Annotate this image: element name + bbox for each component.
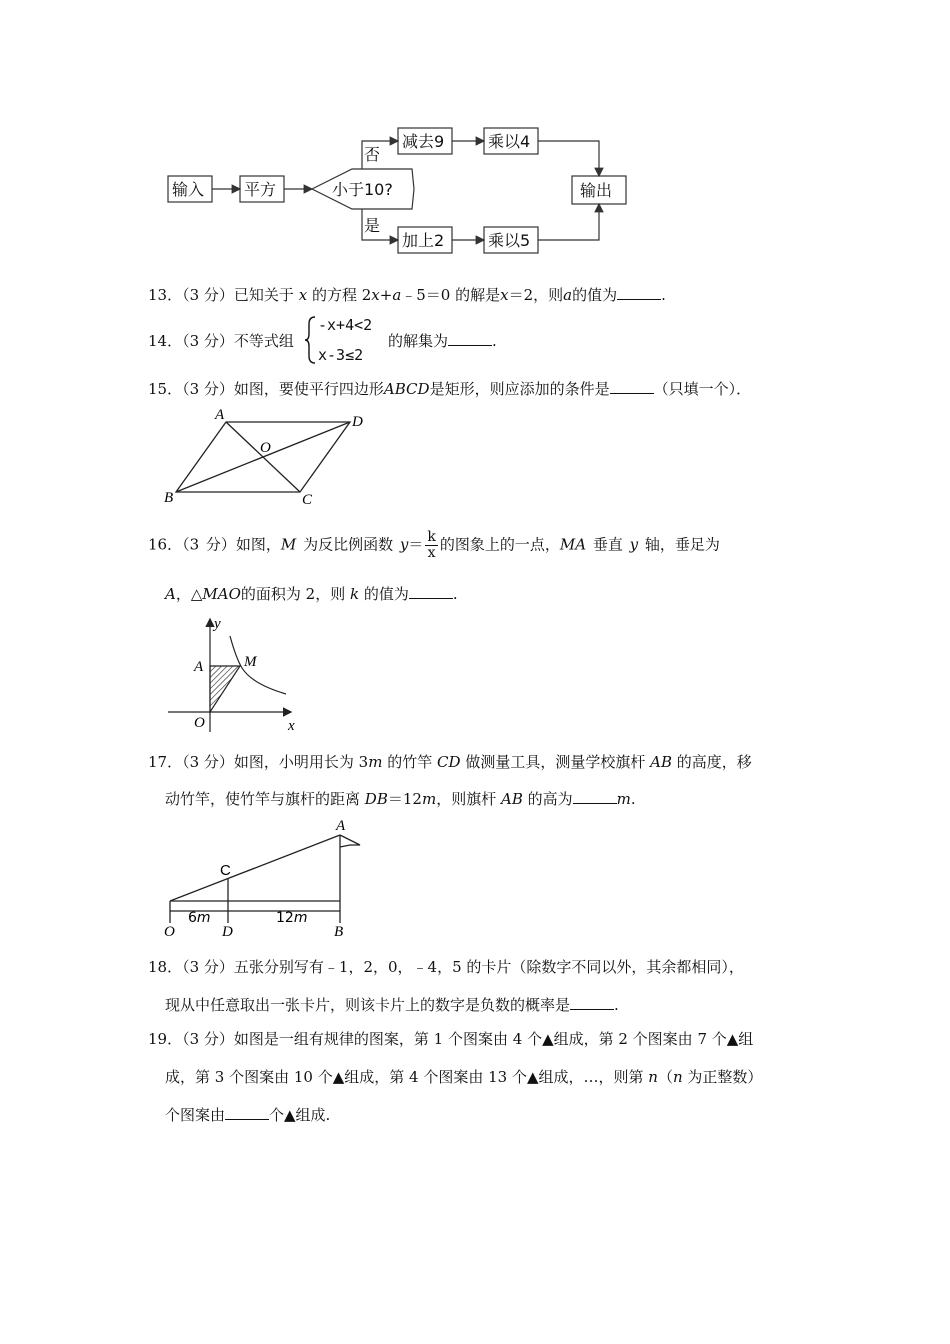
q16-fraction (425, 530, 437, 561)
q18-score: （3 分） (182, 958, 234, 976)
q19-line3b: 个▲组成. (269, 1106, 331, 1124)
q17-answer-blank[interactable] (573, 789, 617, 804)
q13-a2: a (563, 286, 573, 304)
q16-frac-den: x (427, 545, 436, 561)
flow-add2-text: 加上2 (402, 231, 445, 250)
q13-x2: x (371, 286, 380, 304)
q15-text-b: 是矩形，则应添加的条件是 (429, 380, 610, 398)
flow-yes-text: 是 (364, 216, 381, 235)
q16-text-a: 如图， (235, 535, 281, 554)
q16-label-m: M (244, 654, 257, 670)
q17-sight-line (170, 835, 340, 901)
q15-text-a: 如图，要使平行四边形 (233, 380, 384, 398)
q15-parallelogram-figure (160, 404, 380, 508)
q14-text-a: 不等式组 (233, 332, 294, 350)
q14-inequality-2: x-3≤2 (318, 346, 364, 364)
question-16-line-1 (148, 530, 720, 561)
q17-m1: m (368, 753, 383, 771)
q17-label-b: B (334, 924, 344, 939)
q15-label-c: C (302, 492, 313, 508)
q16-label-a: A (194, 659, 204, 675)
q15-number: 15． (148, 380, 183, 398)
q17-text-c: 做测量工具，测量学校旗杆 (465, 753, 646, 771)
q18-answer-blank[interactable] (570, 995, 614, 1010)
q17-ab: AB (650, 753, 672, 771)
q18-line2: 现从中任意取出一张卡片，则该卡片上的数字是负数的概率是 (165, 996, 571, 1014)
question-17-line-2 (165, 789, 636, 809)
q17-label-o: O (164, 924, 175, 939)
q16-end: . (452, 585, 458, 603)
q16-mao: MAO (202, 585, 241, 603)
q17-text-f: ＝12 (387, 790, 422, 808)
q13-text-d: ＝2，则 (508, 286, 564, 304)
q16-a: A (165, 585, 176, 603)
q19-line2a: 成，第 3 个图案由 10 个▲组成，第 4 个图案由 13 个▲组成，…，则第 (165, 1068, 644, 1086)
q16-y2: y (629, 535, 639, 554)
question-18-line-2 (165, 995, 619, 1015)
question-17-line-1 (148, 752, 752, 772)
q17-m3: m (616, 790, 631, 808)
question-19-line-2 (165, 1067, 762, 1087)
q18-line1: 五张分别写有﹣1，2，0，﹣4，5 的卡片（除数字不同以外，其余都相同）， (233, 958, 744, 976)
q15-abcd: ABCD (383, 380, 430, 398)
q19-line2b: （ (657, 1068, 673, 1086)
q17-text-e: 动竹竿，使竹竿与旗杆的距离 (165, 790, 361, 808)
q13-text-b: 的方程 2 (311, 286, 372, 304)
q13-plus: + (379, 286, 393, 304)
q17-label-a: A (336, 818, 346, 834)
question-18-line-1 (148, 957, 744, 977)
q16-label-o: O (194, 715, 205, 731)
q14-tail (388, 331, 497, 351)
q16-label-y: y (214, 616, 221, 632)
q16-text-c: 的图象上的一点， (439, 535, 560, 554)
q16-shaded-triangle (210, 666, 240, 712)
q16-frac-num: k (427, 529, 436, 545)
flow-output-text: 输出 (580, 181, 613, 200)
q17-m2: m (421, 790, 437, 808)
q16-label-x: x (288, 718, 295, 734)
q19-line1: 如图是一组有规律的图案，第 1 个图案由 4 个▲组成，第 2 个图案由 7 个▲组 (233, 1030, 754, 1048)
q16-answer-blank[interactable] (409, 584, 453, 599)
q14-score: （3 分） (182, 332, 234, 350)
q15-score: （3 分） (182, 380, 234, 398)
q16-k: k (349, 585, 360, 603)
q16-hyperbola-figure (160, 614, 310, 738)
flow-sub9-text: 减去9 (402, 132, 445, 151)
q14-brace-icon (305, 316, 317, 364)
q16-hyperbola-curve (230, 636, 286, 694)
q13-text-e: 的值为 (572, 286, 618, 304)
q16-text-f: ，△ (175, 585, 203, 603)
q17-text-d: 的高度，移 (676, 753, 752, 771)
q17-label-6m: 6m (188, 910, 211, 926)
question-15 (148, 379, 751, 399)
q19-n1: n (648, 1068, 658, 1086)
flowchart (160, 120, 640, 260)
q16-ma: MA (559, 535, 587, 554)
q19-score: （3 分） (182, 1030, 234, 1048)
flow-decision-text: 小于10? (332, 180, 393, 199)
q15-answer-blank[interactable] (610, 379, 654, 394)
q13-end: . (661, 286, 666, 304)
q18-end: . (614, 996, 619, 1014)
question-14 (148, 331, 294, 351)
q19-line2c: 为正整数） (687, 1068, 763, 1086)
q18-number: 18． (148, 958, 183, 976)
q17-cd: CD (437, 753, 461, 771)
q19-n2: n (672, 1068, 683, 1086)
q17-db: DB (364, 790, 388, 808)
q17-text-h: 的高为 (527, 790, 573, 808)
q15-label-o: O (260, 440, 271, 456)
q13-text-c: ﹣5＝0 的解是 (401, 286, 501, 304)
q13-score: （3 分） (182, 286, 234, 304)
q19-answer-blank[interactable] (225, 1105, 269, 1120)
q17-text-b: 的竹竿 (387, 753, 433, 771)
q17-label-c: C (220, 862, 231, 879)
q16-number: 16． (148, 535, 183, 554)
q13-number: 13． (148, 286, 183, 304)
q16-eq: ＝ (408, 535, 424, 554)
q17-text-a: 如图，小明用长为 3 (233, 753, 369, 771)
q14-answer-blank[interactable] (448, 331, 492, 346)
q13-answer-blank[interactable] (617, 285, 661, 300)
question-16-line-2 (165, 584, 458, 604)
q14-text-b: 的解集为 (388, 332, 449, 350)
q19-number: 19． (148, 1030, 183, 1048)
q17-label-12m: 12m (276, 910, 308, 926)
q19-line3a: 个图案由 (165, 1106, 226, 1124)
q17-score: （3 分） (182, 753, 234, 771)
q16-text-e: 轴，垂足为 (644, 535, 720, 554)
flow-square-text: 平方 (244, 180, 277, 199)
q17-flagpole-figure (160, 815, 380, 939)
flow-no-text: 否 (364, 145, 381, 164)
q14-inequality-1: -x+4<2 (318, 316, 373, 334)
flow-mul4-text: 乘以4 (488, 132, 531, 151)
q13-a1: a (392, 286, 402, 304)
q14-end: . (492, 332, 497, 350)
q13-text-a: 已知关于 (233, 286, 294, 304)
q17-ab2: AB (500, 790, 523, 808)
flow-mul5-text: 乘以5 (488, 231, 531, 250)
question-19-line-3 (165, 1105, 330, 1125)
question-13 (148, 285, 666, 305)
q17-end: . (630, 790, 636, 808)
flow-input-text: 输入 (172, 180, 205, 199)
q15-text-c: （只填一个）． (653, 380, 752, 398)
q15-label-a: A (215, 407, 225, 423)
q16-m: M (280, 535, 297, 554)
q17-flag-icon (340, 835, 360, 847)
q16-text-d: 垂直 (592, 535, 623, 554)
q16-text-b: 为反比例函数 (303, 535, 394, 554)
question-19-line-1 (148, 1029, 753, 1049)
q17-label-d: D (222, 924, 233, 939)
q16-text-g: 的面积为 2，则 (240, 585, 346, 603)
q16-y: y (399, 535, 409, 554)
q17-text-g: ，则旗杆 (436, 790, 497, 808)
q13-x3: x (500, 286, 509, 304)
q15-diagonal-bd (176, 422, 350, 492)
q13-x1: x (298, 286, 308, 304)
q15-label-b: B (164, 490, 174, 506)
q17-number: 17． (148, 753, 183, 771)
q16-text-h: 的值为 (363, 585, 409, 603)
q15-label-d: D (352, 414, 363, 430)
q16-score: （3 分） (182, 535, 236, 554)
q14-number: 14． (148, 332, 183, 350)
